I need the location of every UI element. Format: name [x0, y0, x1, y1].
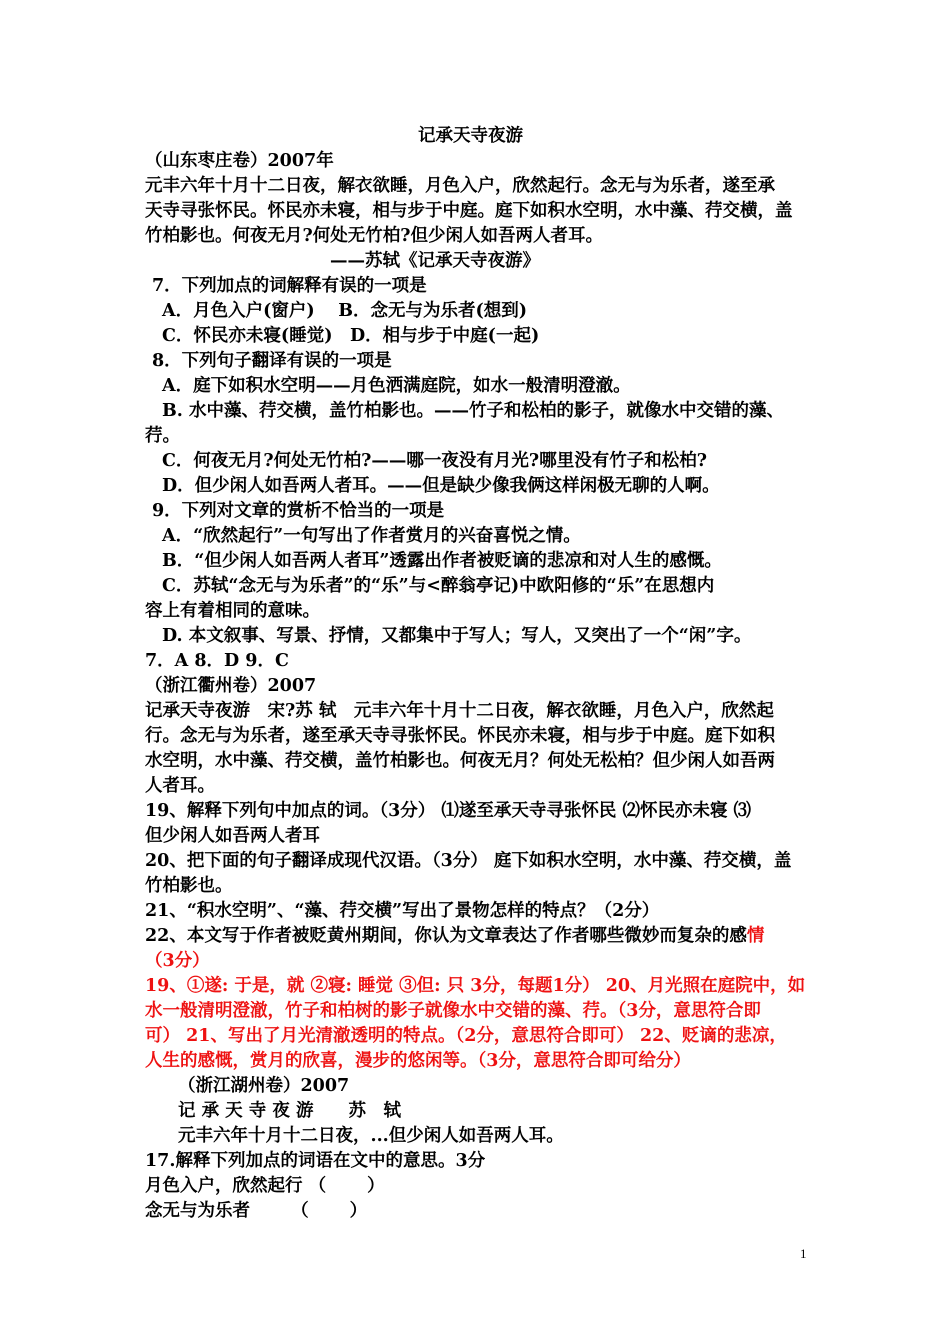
question-9-option-c: C．苏轼“念无与为乐者”的“乐”与<醉翁亭记)中欧阳修的“乐”在思想内: [162, 576, 715, 596]
question-8-option-b: B. 水中藻、荇交横，盖竹柏影也。——竹子和松柏的影子，就像水中交错的藻、: [162, 401, 784, 421]
passage-line: 元丰六年十月十二日夜，解衣欲睡，月色入户，欣然起行。念无与为乐者，遂至承: [145, 176, 775, 196]
question-21: 21、“积水空明”、“藻、荇交横”写出了景物怎样的特点？（2分）: [145, 901, 660, 921]
question-22-text: 22、本文写于作者被贬黄州期间，你认为文章表达了作者哪些微妙而复杂的感: [145, 926, 747, 946]
question-17-item-b: 念无与为乐者 （ ）: [145, 1201, 368, 1221]
attribution: ——苏轼《记承天寺夜游》: [330, 251, 540, 271]
page-number: 1: [800, 1246, 807, 1261]
answer-line: 可） 21、写出了月光清澈透明的特点。（2分，意思符合即可） 22、贬谪的悲凉，: [145, 1026, 787, 1046]
passage-line: 天寺寻张怀民。怀民亦未寝，相与步于中庭。庭下如积水空明，水中藻、荇交横，盖: [145, 201, 793, 221]
huzhou-title-line: 记 承 天 寺 夜 游 苏 轼: [178, 1101, 401, 1121]
question-19: 19、解释下列句中加点的词。（3分） ⑴遂至承天寺寻张怀民 ⑵怀民亦未寝 ⑶: [145, 801, 752, 821]
question-7-options-ab: A．月色入户(窗户) B．念无与为乐者(想到): [162, 301, 528, 321]
passage-line: 竹柏影也。何夜无月?何处无竹柏?但少闲人如吾两人者耳。: [145, 226, 604, 246]
question-22-red-char: 情: [746, 926, 765, 946]
question-7-stem: 7．下列加点的词解释有误的一项是: [152, 276, 427, 296]
question-20-cont: 竹柏影也。: [145, 876, 233, 896]
question-17: 17.解释下列加点的词语在文中的意思。3分: [145, 1151, 486, 1171]
huzhou-excerpt: 元丰六年十月十二日夜，...但少闲人如吾两人耳。: [178, 1126, 564, 1146]
passage-line: 水空明，水中藻、荇交横，盖竹柏影也。何夜无月？何处无松柏？但少闲人如吾两: [145, 751, 775, 771]
question-9-option-c-cont: 容上有着相同的意味。: [145, 601, 320, 621]
question-9-option-d: D. 本文叙事、写景、抒情，又都集中于写人；写人，又突出了一个“闲”字。: [162, 626, 752, 646]
question-8-option-b-cont: 荇。: [145, 426, 180, 446]
question-8-stem: 8．下列句子翻译有误的一项是: [152, 351, 392, 371]
question-17-item-a: 月色入户，欣然起行 （ ）: [145, 1176, 385, 1196]
answer-line: 19、①遂: 于是，就 ②寝: 睡觉 ③但: 只 3分，每题1分） 20、月光照在庭院中，如: [145, 976, 806, 996]
section-heading-huzhou: （浙江湖州卷）2007: [178, 1076, 350, 1096]
question-20: 20、把下面的句子翻译成现代汉语。（3分） 庭下如积水空明，水中藻、荇交横，盖: [145, 851, 792, 871]
answers-shandong: 7．A 8．D 9．C: [145, 651, 289, 671]
question-8-option-d: D．但少闲人如吾两人者耳。——但是缺少像我俩这样闲极无聊的人啊。: [162, 476, 720, 496]
question-9-stem: 9．下列对文章的赏析不恰当的一项是: [152, 501, 445, 521]
question-9-option-b: B．“但少闲人如吾两人者耳”透露出作者被贬谪的悲凉和对人生的感慨。: [162, 551, 722, 571]
question-8-option-a: A．庭下如积水空明——月色洒满庭院，如水一般清明澄澈。: [162, 376, 631, 396]
section-heading-quzhou: （浙江衢州卷）2007: [145, 676, 317, 696]
question-8-option-c: C．何夜无月?何处无竹柏?——哪一夜没有月光?哪里没有竹子和松柏?: [162, 451, 707, 471]
passage-line: 行。念无与为乐者，遂至承天寺寻张怀民。怀民亦未寝，相与步于中庭。庭下如积: [145, 726, 775, 746]
passage-line: 记承天寺夜游 宋?苏 轼 元丰六年十月十二日夜，解衣欲睡，月色入户，欣然起: [145, 701, 774, 721]
question-22-cont: （3分）: [145, 951, 210, 971]
answer-line: 水一般清明澄澈，竹子和柏树的影子就像水中交错的藻、荇。（3分，意思符合即: [145, 1001, 761, 1021]
answer-line: 人生的感慨，赏月的欣喜，漫步的悠闲等。（3分，意思符合即可给分）: [145, 1051, 691, 1071]
question-9-option-a: A．“欣然起行”一句写出了作者赏月的兴奋喜悦之情。: [162, 526, 581, 546]
passage-line: 人者耳。: [145, 776, 215, 796]
document-title: 记承天寺夜游: [418, 126, 523, 146]
section-heading-shandong: （山东枣庄卷）2007年: [145, 151, 334, 171]
question-19-cont: 但少闲人如吾两人者耳: [145, 826, 320, 846]
question-7-options-cd: C．怀民亦未寝(睡觉) D．相与步于中庭(一起): [162, 326, 540, 346]
question-22: [145, 924, 764, 948]
